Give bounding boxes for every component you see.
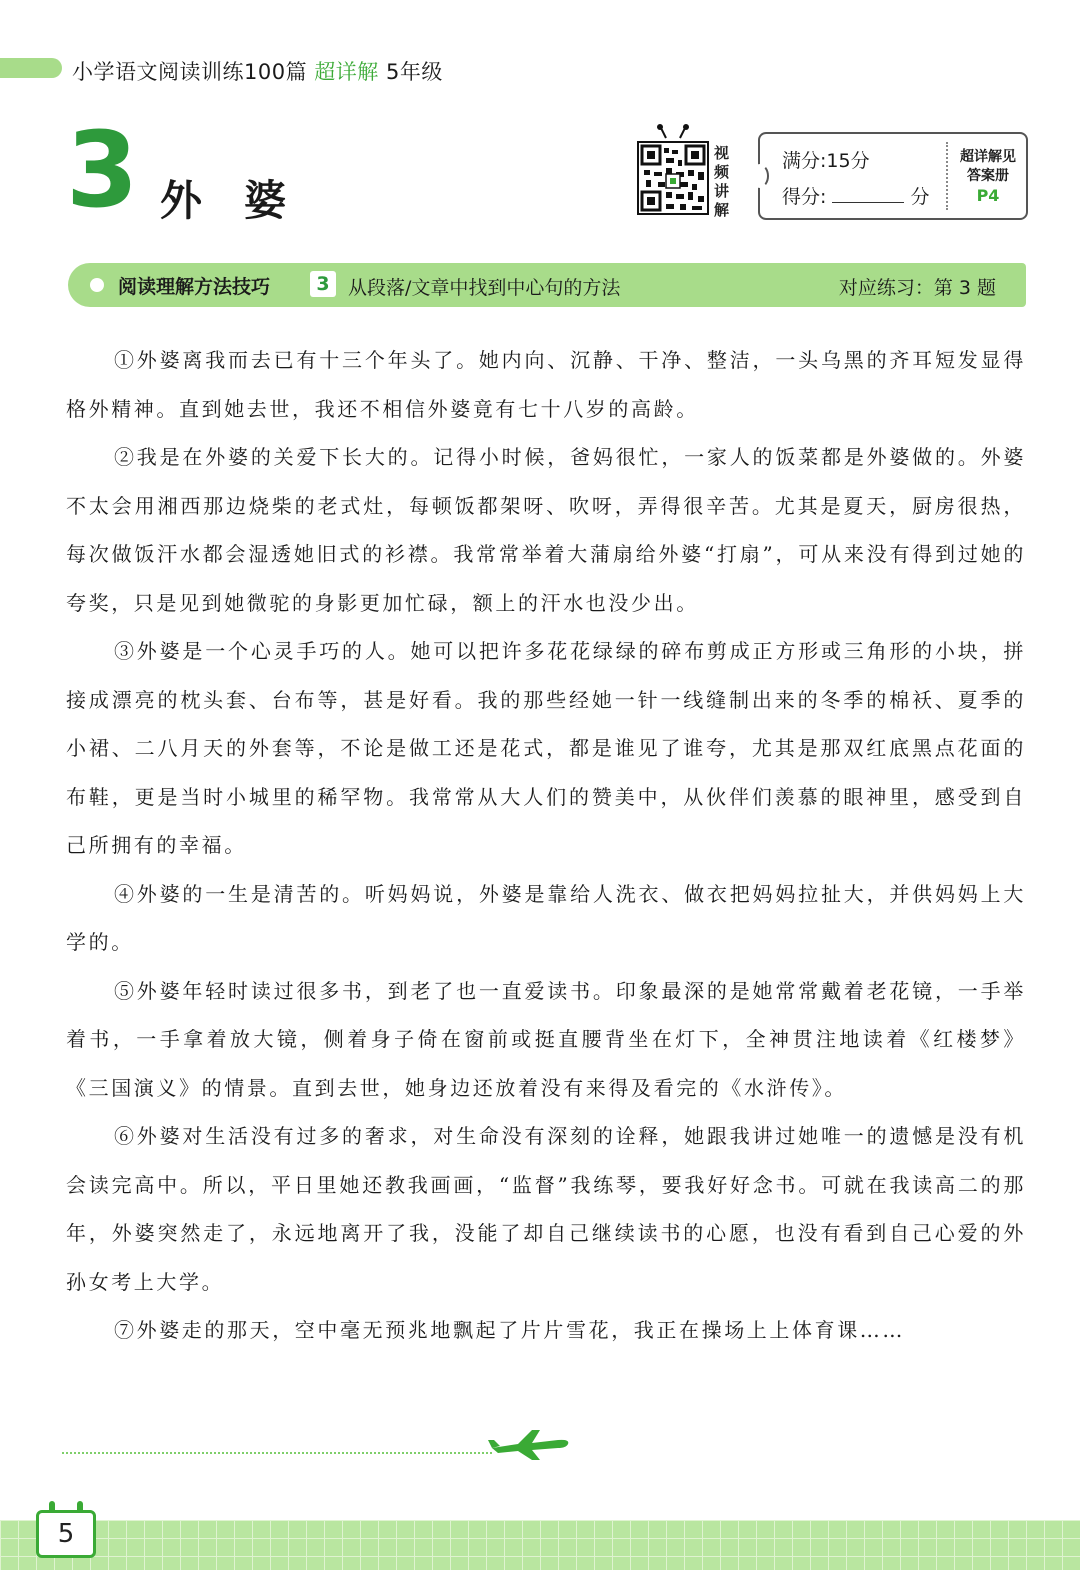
answer-ref-line1: 超详解见 <box>960 149 1016 165</box>
answer-ref-page: P4 <box>976 186 1000 205</box>
qr-code-icon <box>636 124 710 218</box>
dotted-divider <box>62 1452 492 1454</box>
skill-label: 阅读理解方法技巧 <box>118 276 271 298</box>
paragraph-3: ③外婆是一个心灵手巧的人。她可以把许多花花绿绿的碎布剪成正方形或三角形的小块，拼接成漂亮的枕头套、台布等，甚是好看。我的那些经她一针一线缝制出来的冬季的棉袄、夏季的小裙、二八月天的外套等，不论是做工还是花式，都是谁见了谁夸，尤其是那双红底黑点花面的布鞋，更是当时小城里的稀罕物。我常常从大人们的赞美中，从伙伴们羡慕的眼神里，感受到自己所拥有的幸福。 <box>66 639 1026 857</box>
reading-passage <box>66 336 1026 1355</box>
score-unit: 分 <box>910 186 930 208</box>
paragraph-5: ⑤外婆年轻时读过很多书，到老了也一直爱读书。印象最深的是她常常戴着老花镜，一手举着书，一手拿着放大镜，侧着身子倚在窗前或挺直腰背坐在灯下，全神贯注地读着《红楼梦》《三国演义》的情景。直到去世，她身边还放着没有来得及看完的《水浒传》。 <box>66 978 1026 1100</box>
exercise-reference: 对应练习：第 3 题 <box>838 277 996 299</box>
qr-caption: 视频讲解 <box>714 144 730 219</box>
score-field[interactable] <box>782 182 930 209</box>
paragraph-2: ②我是在外婆的关爱下长大的。记得小时候，爸妈很忙，一家人的饭菜都是外婆做的。外婆不太会用湘西那边烧柴的老式灶，每顿饭都架呀、吹呀，弄得很辛苦。尤其是夏天，厨房很热，每次做饭汗水都会湿透她旧式的衫襟。我常常举着大蒲扇给外婆“打扇”，可从来没有得到过她的夸奖，只是见到她微驼的身影更加忙碌，额上的汗水也没少出。 <box>66 445 1026 615</box>
skill-banner <box>68 263 1026 307</box>
answer-ref-line2: 答案册 <box>967 168 1009 184</box>
full-score: 满分:15分 <box>782 150 870 172</box>
grade-label: 5年级 <box>385 60 443 84</box>
book-title <box>72 56 443 86</box>
score-blank[interactable] <box>832 184 904 203</box>
book-title-highlight: 超详解 <box>314 60 379 84</box>
score-label: 得分: <box>782 186 827 208</box>
lesson-title: 外婆 <box>160 176 329 225</box>
score-box-notch <box>751 164 769 188</box>
paragraph-6: ⑥外婆对生活没有过多的奢求，对生命没有深刻的诠释，她跟我讲过她唯一的遗憾是没有机会读完高中。所以，平日里她还教我画画，“监督”我练琴，要我好好念书。可就在我读高二的那年，外婆突然走了，永远地离开了我，没能了却自己继续读书的心愿，也没有看到自己心爱的外孙女考上大学。 <box>66 1124 1026 1294</box>
page-number: 5 <box>36 1510 96 1558</box>
qr-code[interactable] <box>636 124 736 218</box>
bullet-icon <box>90 278 104 292</box>
book-title-text: 小学语文阅读训练100篇 <box>72 60 308 84</box>
answer-reference <box>952 148 1024 205</box>
header-accent-bar <box>0 58 62 78</box>
paragraph-4: ④外婆的一生是清苦的。听妈妈说，外婆是靠给人洗衣、做衣把妈妈拉扯大，并供妈妈上大学的。 <box>66 881 1026 954</box>
skill-description: 从段落/文章中找到中心句的方法 <box>348 277 621 299</box>
skill-number: 3 <box>310 271 336 297</box>
paragraph-1: ①外婆离我而去已有十三个年头了。她内向、沉静、干净、整洁，一头乌黑的齐耳短发显得格外精神。直到她去世，我还不相信外婆竟有七十八岁的高龄。 <box>66 348 1026 421</box>
airplane-icon <box>488 1426 572 1462</box>
footer-grid-band <box>0 1520 1080 1570</box>
lesson-number: 3 <box>66 109 139 231</box>
score-divider <box>946 142 948 210</box>
paragraph-7: ⑦外婆走的那天，空中毫无预兆地飘起了片片雪花，我正在操场上上体育课…… <box>114 1318 905 1342</box>
score-box <box>758 132 1028 220</box>
